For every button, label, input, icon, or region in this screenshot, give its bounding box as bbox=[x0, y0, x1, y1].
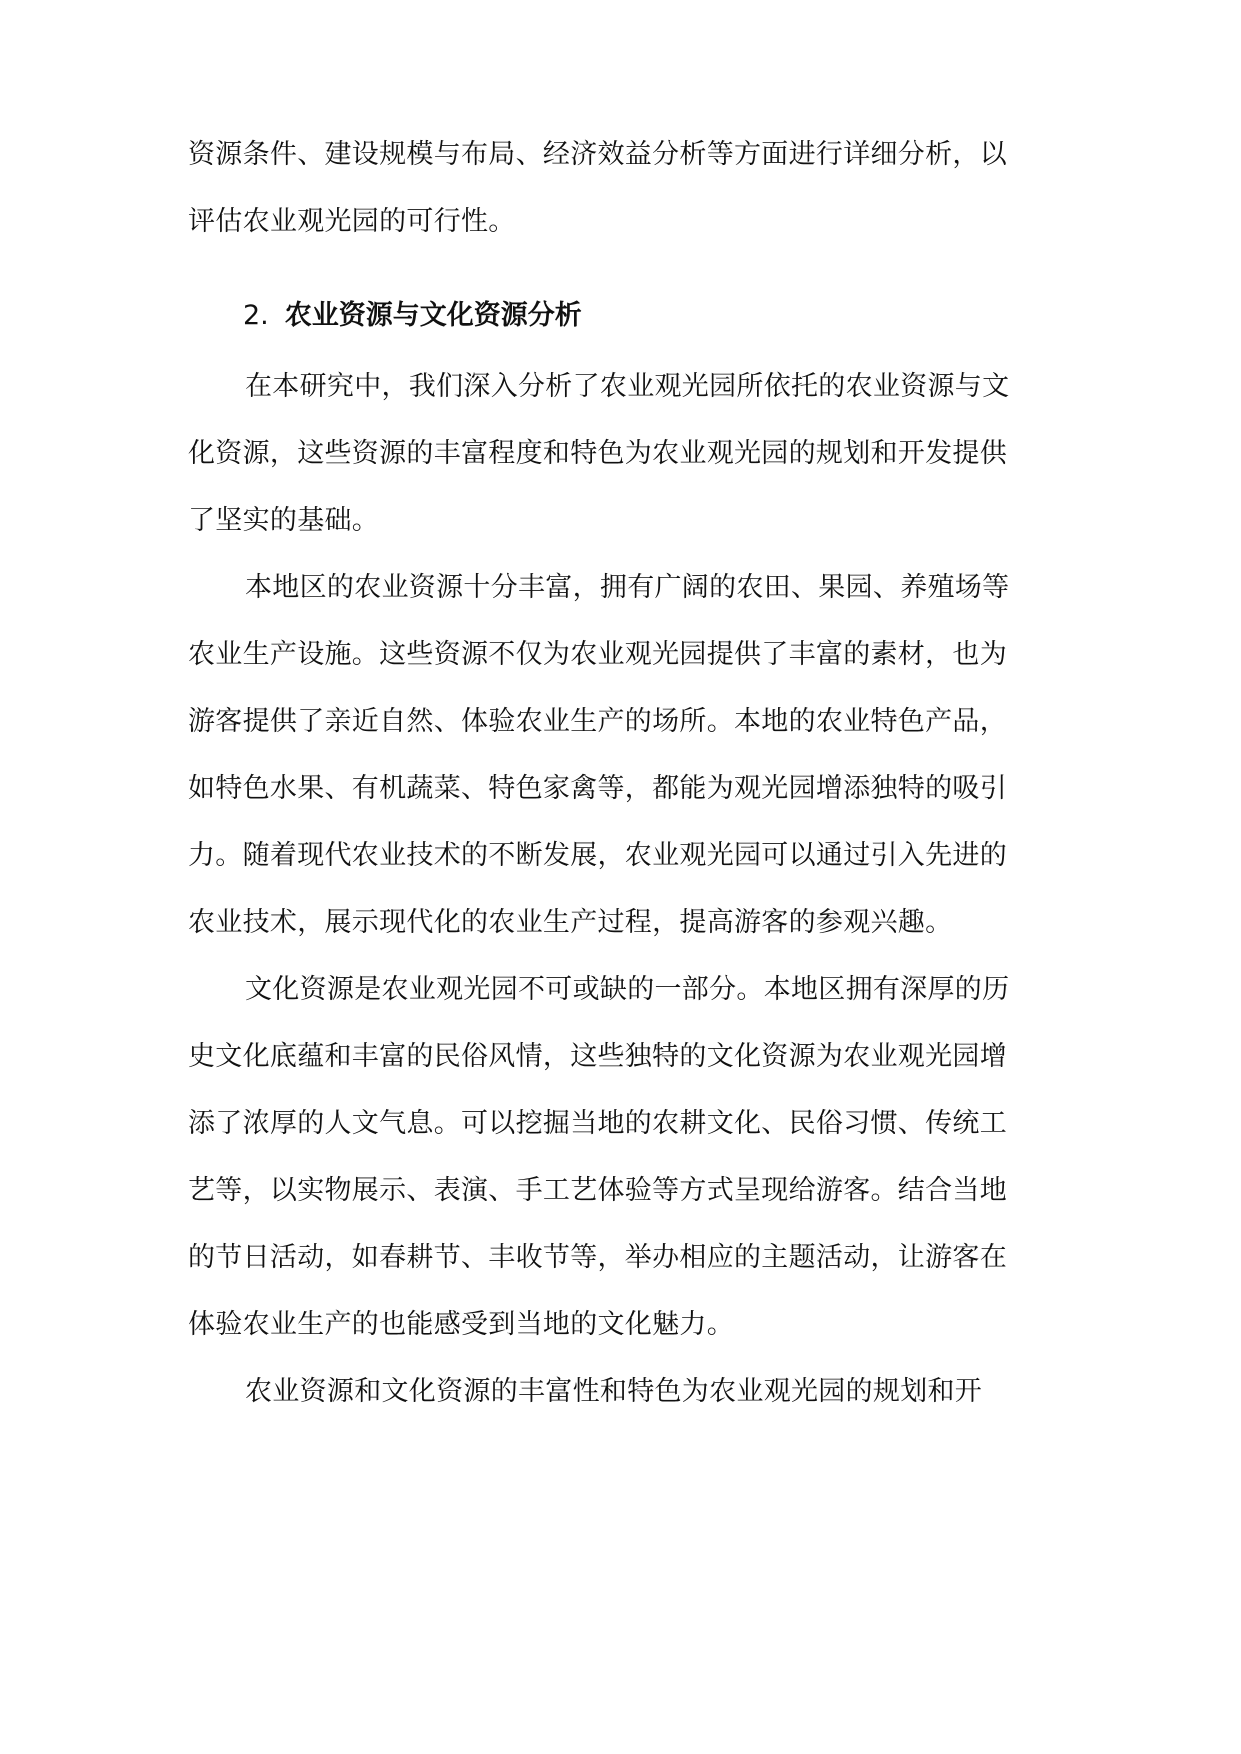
paragraph-1-line-1: 在本研究中，我们深入分析了农业观光园所依托的农业资源与文 bbox=[245, 371, 1010, 402]
paragraph-3-line-1: 文化资源是农业观光园不可或缺的一部分。本地区拥有深厚的历 bbox=[245, 974, 1010, 1005]
paragraph-3-line-5: 的节日活动，如春耕节、丰收节等，举办相应的主题活动，让游客在 bbox=[188, 1242, 1007, 1273]
paragraph-2-line-6: 农业技术，展示现代化的农业生产过程，提高游客的参观兴趣。 bbox=[188, 907, 953, 938]
paragraph-2-line-1: 本地区的农业资源十分丰富，拥有广阔的农田、果园、养殖场等 bbox=[245, 572, 1010, 603]
intro-line-2: 评估农业观光园的可行性。 bbox=[188, 206, 516, 237]
paragraph-2-line-5: 力。随着现代农业技术的不断发展，农业观光园可以通过引入先进的 bbox=[188, 840, 1007, 871]
paragraph-2-line-2: 农业生产设施。这些资源不仅为农业观光园提供了丰富的素材，也为 bbox=[188, 639, 1007, 670]
paragraph-4-line-1: 农业资源和文化资源的丰富性和特色为农业观光园的规划和开 bbox=[245, 1376, 983, 1407]
paragraph-3-line-6: 体验农业生产的也能感受到当地的文化魅力。 bbox=[188, 1309, 734, 1340]
paragraph-3-line-2: 史文化底蕴和丰富的民俗风情，这些独特的文化资源为农业观光园增 bbox=[188, 1041, 1007, 1072]
paragraph-1-line-2: 化资源，这些资源的丰富程度和特色为农业观光园的规划和开发提供 bbox=[188, 438, 1007, 469]
paragraph-3-line-4: 艺等，以实物展示、表演、手工艺体验等方式呈现给游客。结合当地 bbox=[188, 1175, 1007, 1206]
section-heading bbox=[243, 299, 582, 333]
section-number: 2. bbox=[243, 300, 269, 331]
paragraph-1-line-3: 了坚实的基础。 bbox=[188, 505, 380, 536]
intro-line-1: 资源条件、建设规模与布局、经济效益分析等方面进行详细分析，以 bbox=[188, 139, 1007, 170]
paragraph-3-line-3: 添了浓厚的人文气息。可以挖掘当地的农耕文化、民俗习惯、传统工 bbox=[188, 1108, 1007, 1139]
section-title: 农业资源与文化资源分析 bbox=[284, 300, 582, 331]
paragraph-2-line-3: 游客提供了亲近自然、体验农业生产的场所。本地的农业特色产品， bbox=[188, 706, 1007, 737]
paragraph-2-line-4: 如特色水果、有机蔬菜、特色家禽等，都能为观光园增添独特的吸引 bbox=[188, 773, 1007, 804]
